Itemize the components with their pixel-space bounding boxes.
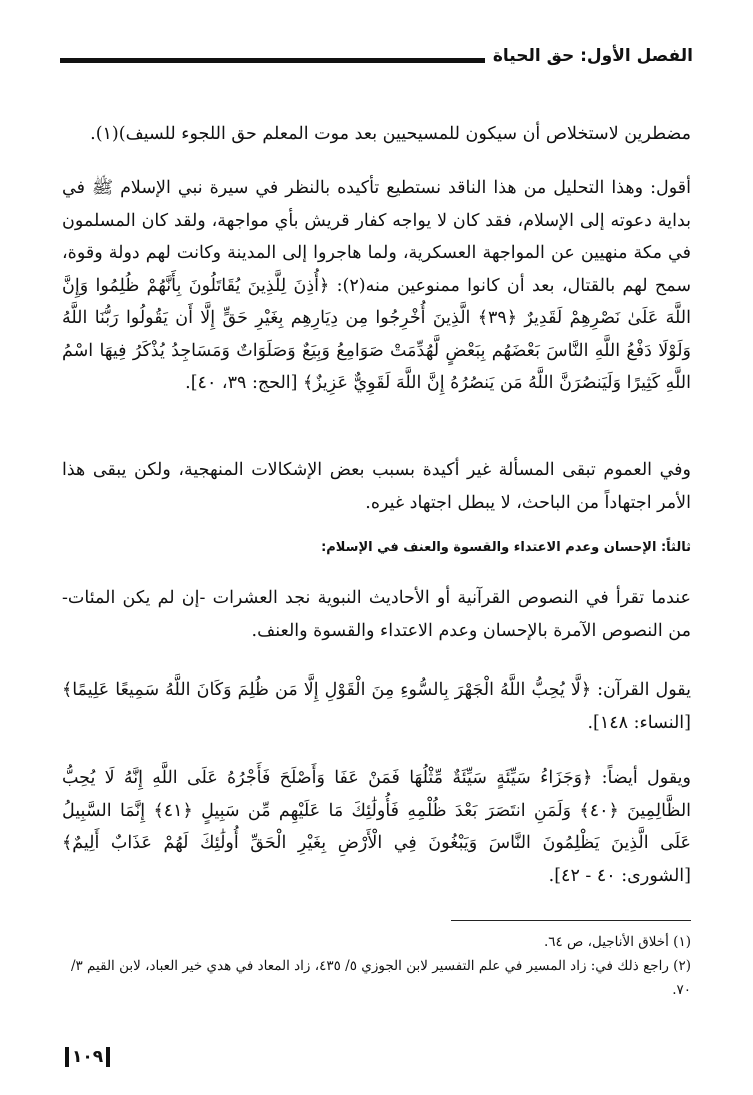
page-number-bar — [106, 1047, 110, 1067]
paragraph-4 — [62, 582, 691, 647]
page-number — [62, 1047, 113, 1067]
paragraph-3 — [62, 454, 691, 519]
footnote-separator — [451, 920, 691, 921]
page-number-text: ١٠٩ — [72, 1047, 104, 1067]
paragraph-text: وفي العموم تبقى المسألة غير أكيدة بسبب بعض الإشكالات المنهجية، ولكن يبقى هذا الأمر اجتهاداً من الباحث، لا يبطل اجتهاد غيره. — [62, 460, 691, 513]
paragraph-1 — [62, 118, 691, 151]
header-rule — [60, 58, 485, 63]
page-number-bar — [65, 1047, 69, 1067]
paragraph-2 — [62, 172, 691, 400]
paragraph-text: ويقول أيضاً: ﴿وَجَزَاءُ سَيِّئَةٍ سَيِّئَةٌ مِّثْلُهَا فَمَنْ عَفَا وَأَصْلَحَ فَأَجْرُهُ عَلَى اللَّهِ إِنَّهُ لَا يُحِبُّ الظَّالِمِينَ ﴿٤٠﴾ وَلَمَنِ انتَصَرَ بَعْدَ ظُلْمِهِ فَأُولَٰئِكَ مَا عَلَيْهِم مِّن سَبِيلٍ ﴿٤١﴾ إِنَّمَا السَّبِيلُ عَلَى الَّذِينَ يَظْلِمُونَ النَّاسَ وَيَبْغُونَ فِي الْأَرْضِ بِغَيْرِ الْحَقِّ أُولَٰئِكَ لَهُمْ عَذَابٌ أَلِيمٌ﴾ [الشورى: ٤٠ - ٤٢]. — [62, 768, 692, 886]
paragraph-5 — [62, 674, 691, 739]
footnote-2: (٢) راجع ذلك في: زاد المسير في علم التفسير لابن الجوزي ٥/ ٤٣٥، زاد المعاد في هدي خير العباد، لابن القيم ٣/ ٧٠. — [70, 958, 691, 998]
footnote-1: (١) أخلاق الأناجيل، ص ٦٤. — [543, 934, 691, 950]
section-heading: ثالثاً: الإحسان وعدم الاعتداء والقسوة والعنف في الإسلام: — [321, 540, 691, 555]
paragraph-text: يقول القرآن: ﴿لَّا يُحِبُّ اللَّهُ الْجَهْرَ بِالسُّوءِ مِنَ الْقَوْلِ إِلَّا مَن ظُلِمَ وَكَانَ اللَّهُ سَمِيعًا عَلِيمًا﴾ [النساء: ١٤٨]. — [62, 680, 691, 733]
footnotes — [62, 930, 691, 1002]
paragraph-text: أقول: وهذا التحليل من هذا الناقد نستطيع تأكيده بالنظر في سيرة نبي الإسلام ﷺ في بداية دعوته إلى الإسلام، فقد كان لا يواجه كفار قريش بأي مواجهة، ولقد كان المسلمون في مكة منهيين عن المواجهة العسكرية، ولما هاجروا إلى المدينة وكانت لهم دولة وقوة، سمح لهم بالقتال، بعد أن كانوا ممنوعين منه(٢): ﴿أُذِنَ لِلَّذِينَ يُقَاتَلُونَ بِأَنَّهُمْ ظُلِمُوا وَإِنَّ اللَّهَ عَلَىٰ نَصْرِهِمْ لَقَدِيرٌ ﴿٣٩﴾ الَّذِينَ أُخْرِجُوا مِن دِيَارِهِم بِغَيْرِ حَقٍّ إِلَّا أَن يَقُولُوا رَبُّنَا اللَّهُ وَلَوْلَا دَفْعُ اللَّهِ النَّاسَ بَعْضَهُم بِبَعْضٍ لَّهُدِّمَتْ صَوَامِعُ وَبِيَعٌ وَصَلَوَاتٌ وَمَسَاجِدُ يُذْكَرُ فِيهَا اسْمُ اللَّهِ كَثِيرًا وَلَيَنصُرَنَّ اللَّهُ مَن يَنصُرُهُ إِنَّ اللَّهَ لَقَوِيٌّ عَزِيزٌ﴾ [الحج: ٣٩، ٤٠]. — [62, 178, 691, 393]
paragraph-text: عندما تقرأ في النصوص القرآنية أو الأحاديث النبوية نجد العشرات -إن لم يكن المئات- من النصوص الآمرة بالإحسان وعدم الاعتداء والقسوة والعنف. — [62, 588, 691, 641]
paragraph-6 — [62, 762, 691, 892]
paragraph-text: مضطرين لاستخلاص أن سيكون للمسيحيين بعد موت المعلم حق اللجوء للسيف)(١). — [90, 124, 691, 144]
chapter-title: الفصل الأول: حق الحياة — [492, 46, 693, 66]
running-header — [60, 46, 693, 76]
